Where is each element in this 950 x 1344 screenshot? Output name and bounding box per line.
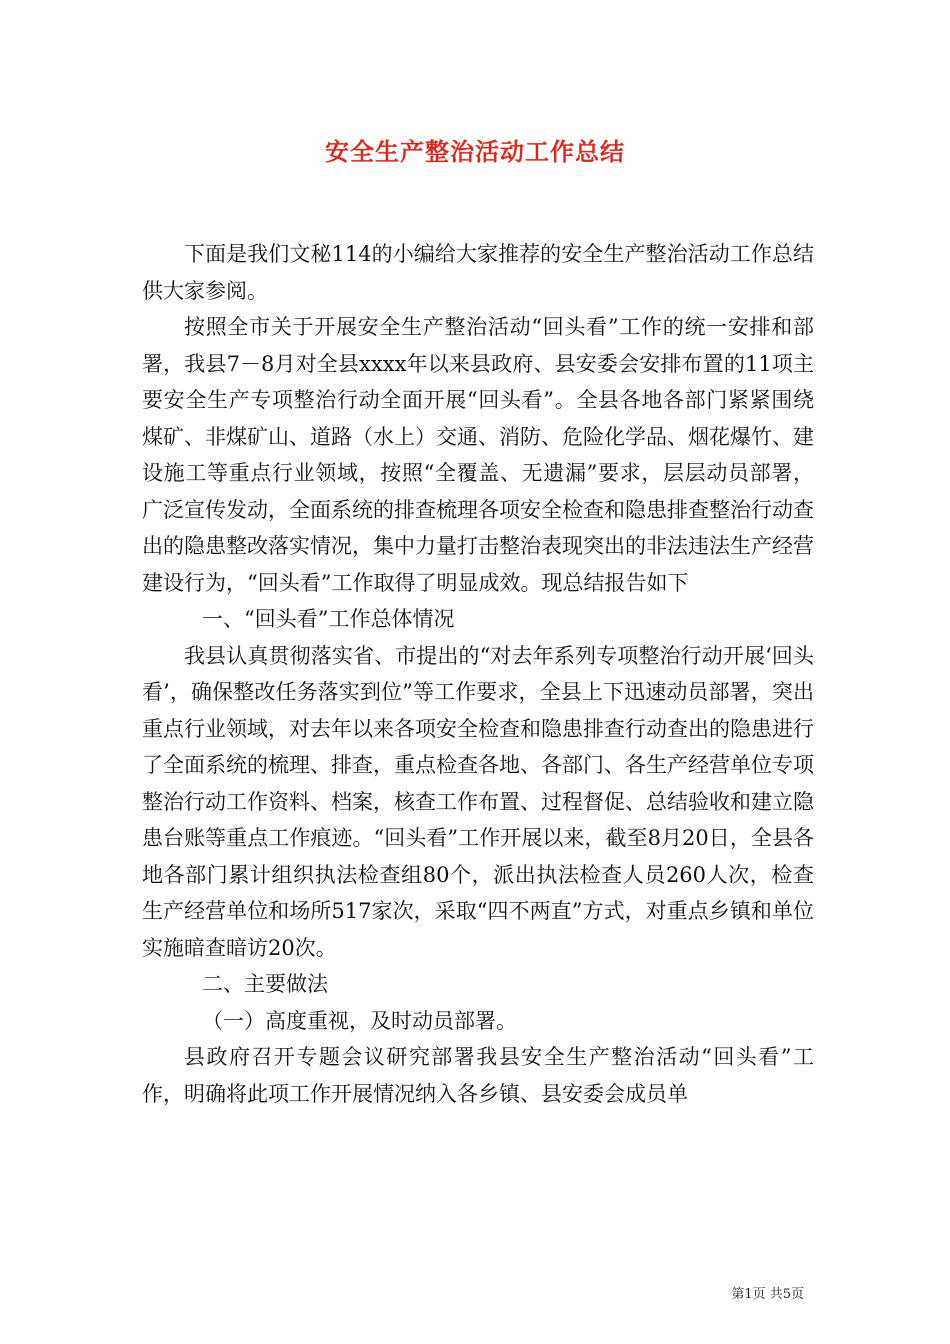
section-heading-2: 二、主要做法 <box>202 972 328 996</box>
paragraph-section-2-1: 县政府召开专题会议研究部署我县安全生产整治活动“回头看”工作，明确将此项工作开展情况纳入各乡镇、县安委会成员单 <box>142 1045 814 1106</box>
page-title: 安全生产整治活动工作总结 <box>325 137 625 166</box>
sub-heading-1: （一）高度重视，及时动员部署。 <box>202 1008 517 1033</box>
paragraph-section-1: 我县认真贯彻落实省、市提出的“对去年系列专项整治行动开展‘回头看’，确保整改任务落实到位”等工作要求，全县上下迅速动员部署，突出重点行业领域，对去年以来各项安全检查和隐患排查行动查出的隐患进行了全面系统的梳理、排查，重点检查各地、各部门、各生产经营单位专项整治行动工作资料、档案，核查工作布置、过程督促、总结验收和建立隐患台账等重点工作痕迹。“回头看”工作开展以来，截至8月20日，全县各地各部门累计组织执法检查组80个，派出执法检查人员260人次，检查生产经营单位和场所517家次，采取“四不两直”方式，对重点乡镇和单位实施暗查暗访20次。 <box>142 643 814 960</box>
section-heading-1: 一、“回头看”工作总体情况 <box>202 607 455 631</box>
page-number: 第1页 共5页 <box>731 1287 804 1302</box>
paragraph-intro: 下面是我们文秘114的小编给大家推荐的安全生产整治活动工作总结供大家参阅。 <box>142 242 814 303</box>
document-body <box>142 236 814 1112</box>
paragraph-overview: 按照全市关于开展安全生产整治活动“回头看”工作的统一安排和部署，我县7－8月对全县xxxx年以来县政府、县安委会安排布置的11项主要安全生产专项整治行动全面开展“回头看”。全县各地各部门紧紧围绕煤矿、非煤矿山、道路（水上）交通、消防、危险化学品、烟花爆竹、建设施工等重点行业领域，按照“全覆盖、无遗漏”要求，层层动员部署，广泛宣传发动，全面系统的排查梳理各项安全检查和隐患排查整治行动查出的隐患整改落实情况，集中力量打击整治表现突出的非法违法生产经营建设行为，“回头看”工作取得了明显成效。现总结报告如下 <box>142 315 814 595</box>
